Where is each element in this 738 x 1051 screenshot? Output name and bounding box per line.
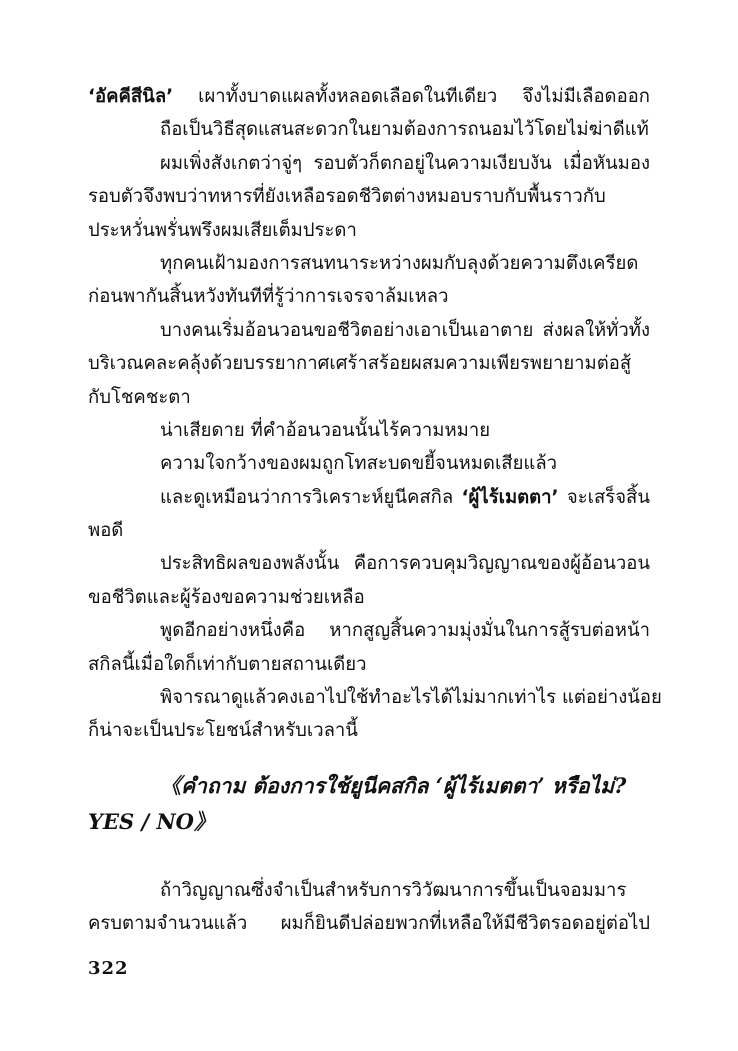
text-line-14: พอดี <box>88 520 124 542</box>
text-line-10: กับโชคชะตา <box>88 386 191 408</box>
system-answer-options: YES / NO》 <box>88 808 215 834</box>
text-line-1: ‘อัคคีสีนิล’ เผาทั้งบาดแผลทั้งหลอดเลือดในทีเดียว จึงไม่มีเลือดออก <box>88 86 650 107</box>
bold-skill-name: ‘ผู้ไร้เมตตา’ <box>461 486 559 508</box>
text-line-11: น่าเสียดาย ที่คำอ้อนวอนนั้นไร้ความหมาย <box>160 419 491 441</box>
system-question-line: 《คำถาม ต้องการใช้ยูนีคสกิล ‘ผู้ไร้เมตตา’ หรือไม่? <box>160 772 627 798</box>
text-line-4: รอบตัวจึงพบว่าทหารที่ยังเหลือรอดชีวิตต่างหมอบราบกับพื้นราวกับ <box>88 186 606 208</box>
text-line-16: ขอชีวิตและผู้ร้องขอความช่วยเหลือ <box>88 586 365 608</box>
bold-term: ‘อัคคีสีนิล’ <box>88 86 174 107</box>
text-line-19: พิจารณาดูแล้วคงเอาไปใช้ทำอะไรได้ไม่มากเท่าไร แต่อย่างน้อย <box>160 687 662 709</box>
closing-line-2: ครบตามจำนวนแล้ว ผมก็ยินดีปล่อยพวกที่เหลือให้มีชีวิตรอดอยู่ต่อไป <box>88 913 650 935</box>
text-line-17: พูดอีกอย่างหนึ่งคือ หากสูญสิ้นความมุ่งมั่นในการสู้รบต่อหน้า <box>160 620 650 642</box>
text-line-7: ก่อนพากันสิ้นหวังทันทีที่รู้ว่าการเจรจาล้มเหลว <box>88 286 449 308</box>
page-body <box>88 80 662 941</box>
text-line-9: บริเวณคละคลุ้งด้วยบรรยากาศเศร้าสร้อยผสมความเพียรพยายามต่อสู้ <box>88 353 632 375</box>
closing-line-1: ถ้าวิญญาณซึ่งจำเป็นสำหรับการวิวัฒนาการขึ้นเป็นจอมมาร <box>160 879 627 901</box>
text-line-8: บางคนเริ่มอ้อนวอนขอชีวิตอย่างเอาเป็นเอาตาย ส่งผลให้ทั่วทั้ง <box>160 319 650 341</box>
text-line-15: ประสิทธิผลของพลังนั้น คือการควบคุมวิญญาณของผู้อ้อนวอน <box>160 553 650 575</box>
text-line-13: และดูเหมือนว่าการวิเคราะห์ยูนีคสกิล ‘ผู้ไร้เมตตา’ จะเสร็จสิ้น <box>160 486 650 508</box>
text-line-2: ถือเป็นวิธีสุดแสนสะดวกในยามต้องการถนอมไว้โดยไม่ฆ่าดีแท้ <box>160 119 649 141</box>
text-line-3: ผมเพิ่งสังเกตว่าจู่ๆ รอบตัวก็ตกอยู่ในความเงียบงัน เมื่อหันมอง <box>160 152 650 174</box>
text-line-18: สกิลนี้เมื่อใดก็เท่ากับตายสถานเดียว <box>88 653 367 675</box>
text-line-20: ก็น่าจะเป็นประโยชน์สำหรับเวลานี้ <box>88 720 358 742</box>
section-gap <box>88 840 650 874</box>
text-line-6: ทุกคนเฝ้ามองการสนทนาระหว่างผมกับลุงด้วยความตึงเครียด <box>160 252 639 274</box>
text-line-12: ความใจกว้างของผมถูกโทสะบดขยี้จนหมดเสียแล้ว <box>160 453 558 475</box>
page-number: 322 <box>88 958 129 979</box>
text-line-5: ประหวั่นพรั่นพรึงผมเสียเต็มประดา <box>88 219 357 241</box>
